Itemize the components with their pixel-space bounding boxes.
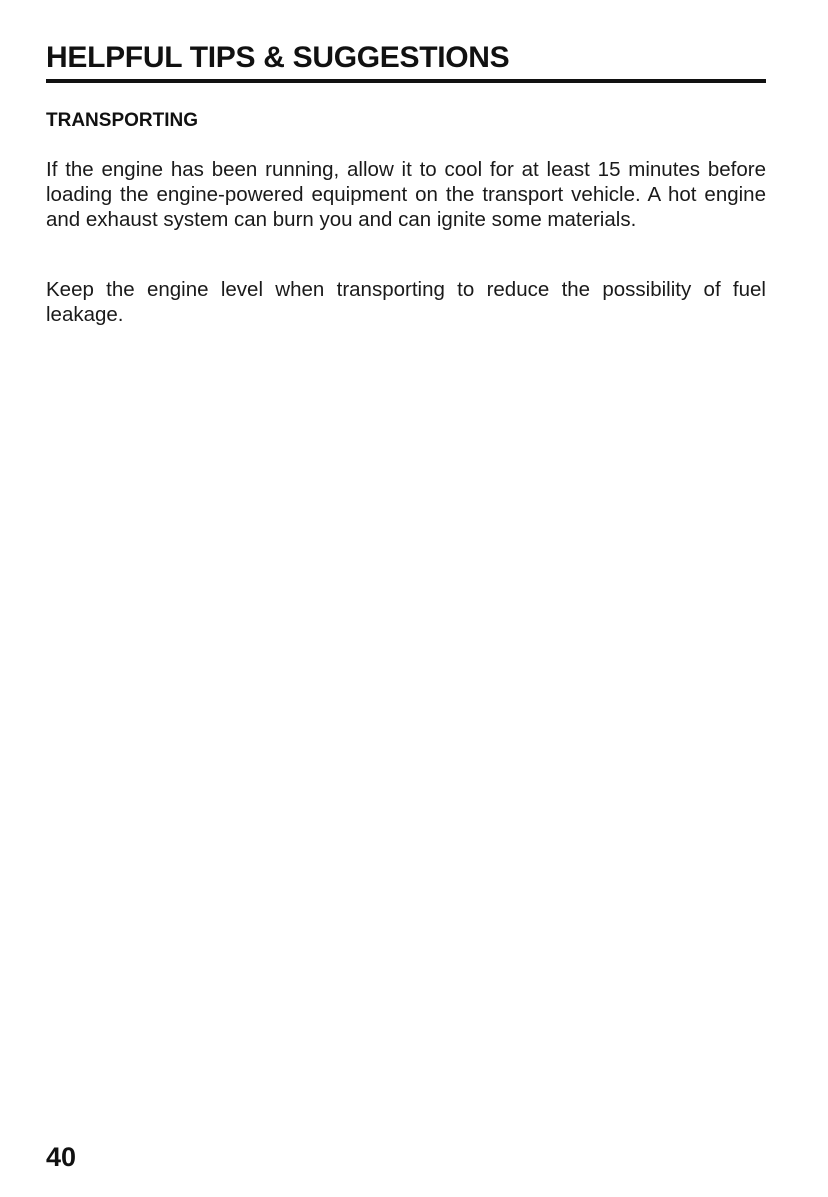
paragraph-engine-level: Keep the engine level when transporting to reduce the possibility of fuel leakage.	[46, 278, 766, 326]
section-heading: TRANSPORTING	[46, 110, 198, 131]
page-title: HELPFUL TIPS & SUGGESTIONS	[46, 41, 510, 74]
paragraph-cooling: If the engine has been running, allow it to cool for at least 15 minutes before loading the engine-powered equipment on the transport vehicle. A hot engine and exhaust system can burn you and can ignite some materials.	[46, 158, 766, 231]
page-number: 40	[46, 1142, 77, 1172]
title-underline-rule	[46, 79, 766, 83]
